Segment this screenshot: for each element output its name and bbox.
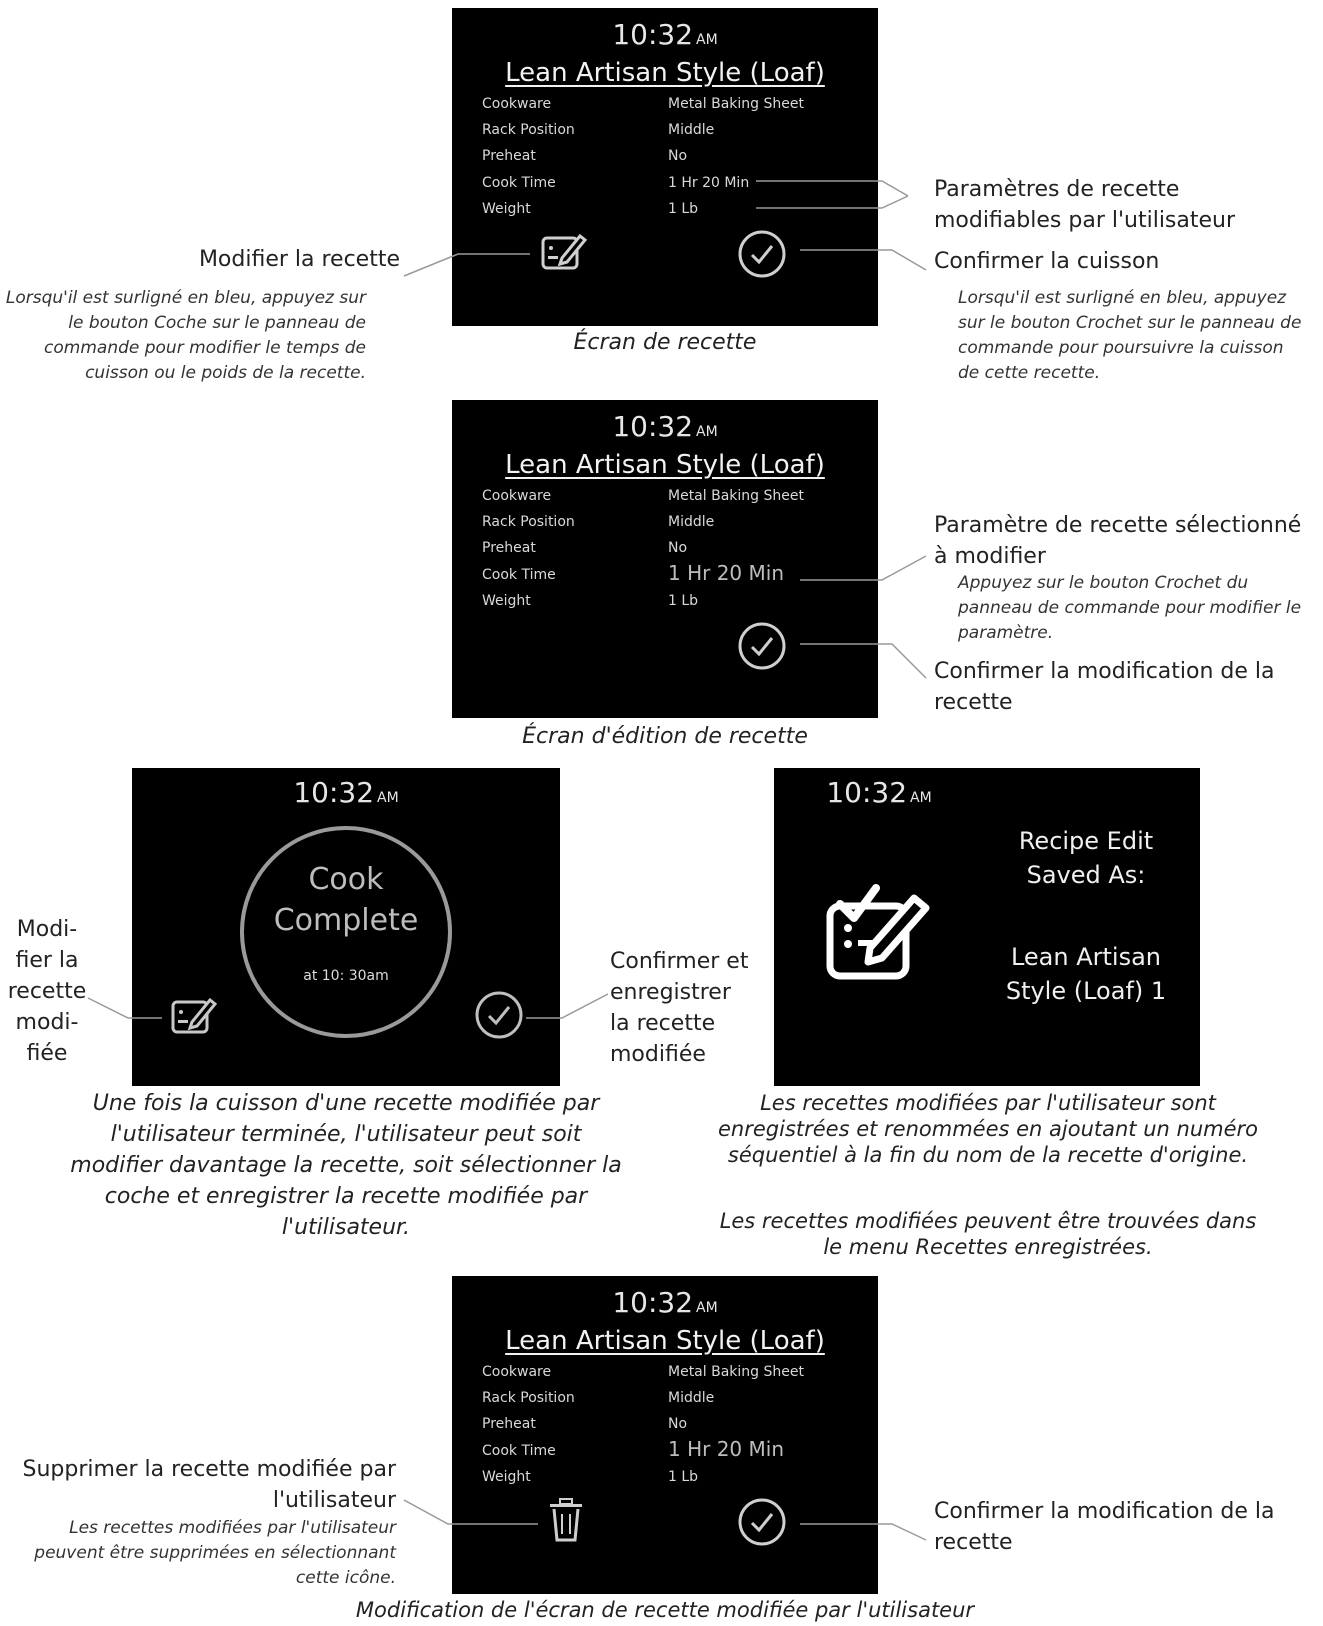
callout-selected-param: Paramètre de recette sélectionné à modifier	[934, 513, 1302, 569]
saved-caption-2: Les recettes modifiées peuvent être trouvées dans le menu Recettes enregistrées.	[719, 1209, 1257, 1259]
recipe-title: Lean Artisan Style (Loaf)	[505, 1326, 825, 1356]
recipe-screen: 10:32 AM Lean Artisan Style (Loaf) Cookware Metal Baking Sheet Rack Position Middle Preheat No Cook Time 1 Hr 20 Min Weight 1 Lb	[452, 8, 878, 326]
saved-name-line1: Lean Artisan	[1010, 943, 1162, 971]
recipe-edit-screen: 10:32 AM Lean Artisan Style (Loaf) Cookware Metal Baking Sheet Rack Position Middle Preheat No Cook Time 1 Hr 20 Min Weight 1 Lb	[452, 400, 878, 718]
saved-caption-1: Les recettes modifiées par l'utilisateur sont enregistrées et renommées en ajoutant un numéro séquentiel à la fin du nom de la recette d'origine.	[718, 1091, 1258, 1167]
recipe-screen-caption: Écran de recette	[573, 330, 757, 355]
callout-edit-modified: Modi- fier la recette modi- fiée	[7, 917, 87, 1066]
callout-editable-params: Paramètres de recette modifiables par l'utilisateur	[934, 177, 1236, 233]
clock: 10:32 AM	[612, 1286, 718, 1319]
cook-complete-caption: Une fois la cuisson d'une recette modifiée par l'utilisateur terminée, l'utilisateur peut soit modifier davantage la recette, soit sélectionner la coche et enregistrer la recette modifiée par l'utilisateur.	[70, 1091, 622, 1240]
callout-confirm-cook-note: Lorsqu'il est surligné en bleu, appuyez sur le bouton Crochet sur le panneau de commande pour poursuivre la cuisson de cette recette.	[958, 288, 1302, 383]
recipe-title: Lean Artisan Style (Loaf)	[505, 450, 825, 480]
recipe-title: Lean Artisan Style (Loaf)	[505, 58, 825, 88]
callout-confirm-save: Confirmer et enregistrer la recette modifiée	[610, 949, 749, 1067]
callout-confirm-modification: Confirmer la modification de la recette	[934, 1499, 1275, 1555]
saved-heading-line1: Recipe Edit	[1018, 827, 1154, 855]
recipe-edit-screen-caption: Écran d'édition de recette	[522, 724, 808, 749]
clock: 10:32 AM	[612, 410, 718, 443]
callout-edit-recipe-note: Lorsqu'il est surligné en bleu, appuyez sur le bouton Coche sur le panneau de commande pour modifier le temps de cuisson ou le poids de la recette.	[5, 288, 366, 383]
clock: 10:32 AM	[826, 776, 932, 809]
modified-recipe-screen: 10:32 AM Lean Artisan Style (Loaf) Cookware Metal Baking Sheet Rack Position Middle Preheat No Cook Time 1 Hr 20 Min Weight 1 Lb	[452, 1276, 878, 1594]
callout-confirm-cook: Confirmer la cuisson	[934, 249, 1160, 274]
callout-delete-recipe: Supprimer la recette modifiée par l'utilisateur	[22, 1457, 396, 1513]
clock: 10:32 AM	[293, 776, 399, 809]
cook-status-time: at 10: 30am	[303, 968, 389, 984]
cook-status-line2: Complete	[273, 903, 419, 938]
callout-delete-recipe-note: Les recettes modifiées par l'utilisateur peuvent être supprimées en sélectionnant cette icône.	[34, 1518, 396, 1588]
callout-confirm-edit: Confirmer la modification de la recette	[934, 659, 1275, 715]
saved-name-line2: Style (Loaf) 1	[1005, 977, 1167, 1005]
callout-edit-recipe: Modifier la recette	[198, 247, 400, 272]
callout-selected-param-note: Appuyez sur le bouton Crochet du panneau de commande pour modifier le paramètre.	[958, 573, 1302, 643]
clock: 10:32 AM	[612, 18, 718, 51]
cook-status-line1: Cook	[308, 862, 384, 897]
modified-screen-caption: Modification de l'écran de recette modifiée par l'utilisateur	[355, 1598, 975, 1622]
saved-heading-line2: Saved As:	[1026, 861, 1146, 889]
